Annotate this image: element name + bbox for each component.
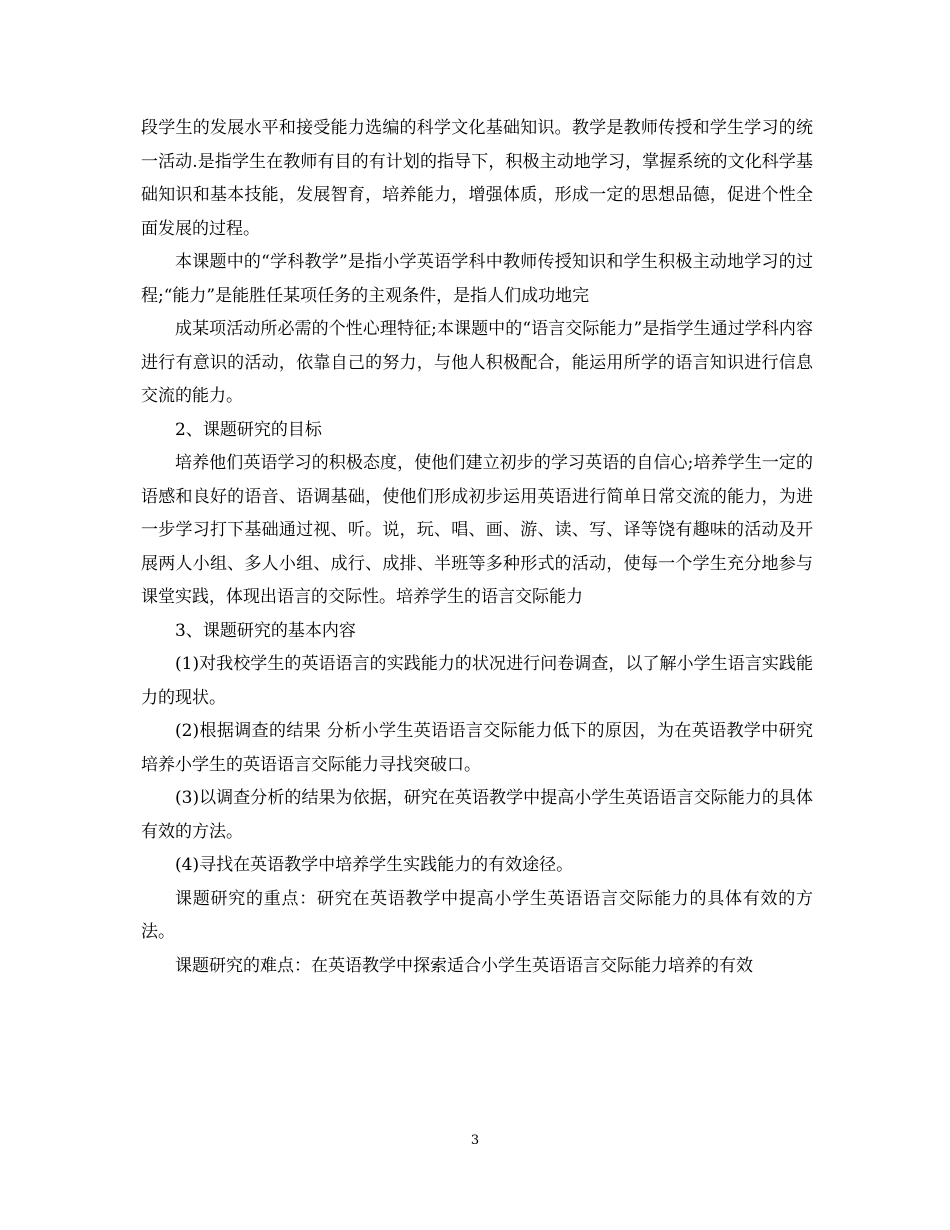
- paragraph-key-points: 课题研究的重点：研究在英语教学中提高小学生英语语言交际能力的具体有效的方法。: [141, 888, 813, 942]
- page-number: 3: [470, 1133, 480, 1148]
- list-item-1: (1)对我校学生的英语语言的实践能力的状况进行问卷调查，以了解小学生语言实践能力的现状。: [141, 654, 813, 708]
- paragraph-goals: 培养他们英语学习的积极态度，使他们建立初步的学习英语的自信心;培养学生一定的语感和良好的语音、语调基础，使他们形成初步运用英语进行简单日常交流的能力，为进一步学习打下基础通过视、听。说，玩、唱、画、游、读、写、译等饶有趣味的活动及开展两人小组、多人小组、成行、成排、半班等多种形式的活动，使每一个学生充分地参与课堂实践，体现出语言的交际性。培养学生的语言交际能力: [141, 453, 813, 607]
- section-heading-content: 3、课题研究的基本内容: [175, 620, 356, 641]
- document-body: [141, 112, 813, 983]
- paragraph-1: 段学生的发展水平和接受能力选编的科学文化基础知识。教学是教师传授和学生学习的统一活动.是指学生在教师有目的有计划的指导下，积极主动地学习，掌握系统的文化科学基础知识和基本技能，发展智育，培养能力，增强体质，形成一定的思想品德，促进个性全面发展的过程。: [141, 118, 813, 239]
- list-item-4: (4)寻找在英语教学中培养学生实践能力的有效途径。: [175, 855, 574, 875]
- paragraph-difficulties: 课题研究的难点：在英语教学中探索适合小学生英语语言交际能力培养的有效: [175, 955, 753, 976]
- section-heading-goals: 2、课题研究的目标: [175, 419, 322, 440]
- paragraph-2: 本课题中的“学科教学”是指小学英语学科中教师传授知识和学生积极主动地学习的过程;“能力”是能胜任某项任务的主观条件，是指人们成功地完: [141, 252, 813, 306]
- list-item-2: (2)根据调查的结果 分析小学生英语语言交际能力低下的原因，为在英语教学中研究培养小学生的英语语言交际能力寻找突破口。: [141, 721, 813, 775]
- paragraph-3: 成某项活动所必需的个性心理特征;本课题中的“语言交际能力”是指学生通过学科内容进行有意识的活动，依靠自己的努力，与他人积极配合，能运用所学的语言知识进行信息交流的能力。: [141, 319, 813, 406]
- list-item-3: (3)以调查分析的结果为依据，研究在英语教学中提高小学生英语语言交际能力的具体有效的方法。: [141, 788, 813, 842]
